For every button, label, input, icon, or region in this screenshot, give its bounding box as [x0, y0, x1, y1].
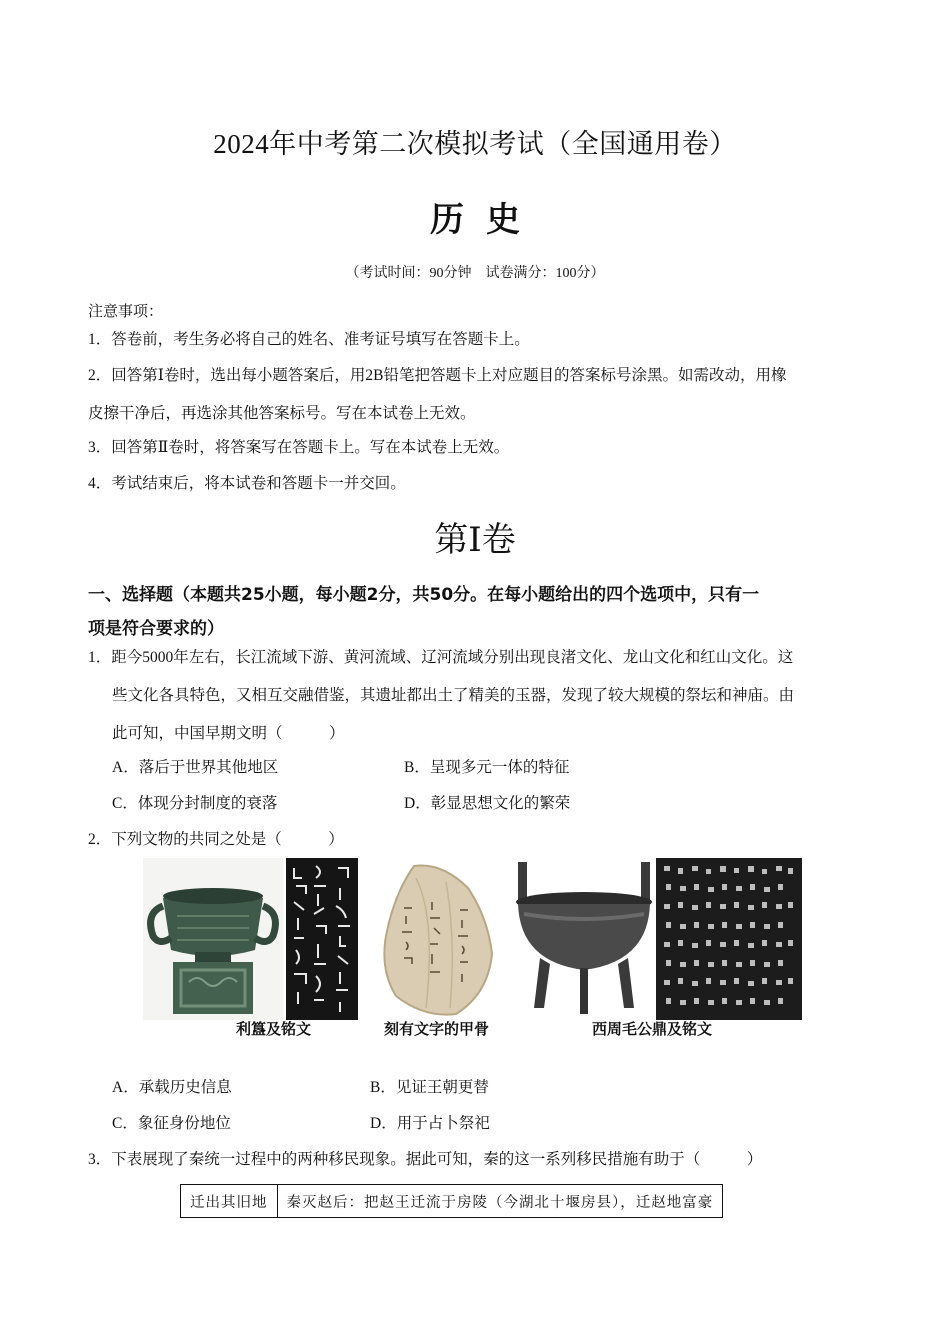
notice-heading: 注意事项：: [88, 302, 164, 320]
migration-table: [180, 1184, 723, 1218]
question-1-option-b: B．呈现多元一体的特征: [404, 759, 570, 776]
notice-item: 3．回答第Ⅱ卷时，将答案写在答题卡上。写在本试卷上无效。: [88, 439, 510, 456]
li-gui-inscription-image: [286, 858, 358, 1020]
question-2-option-d: D．用于占卜祭祀: [370, 1115, 490, 1132]
volume-title: 第Ⅰ卷: [434, 522, 516, 559]
notice-item: 4．考试结束后，将本试卷和答题卡一并交回。: [88, 475, 406, 492]
section-heading-cont: 项是符合要求的）: [88, 619, 224, 639]
question-1-stem-cont: 些文化各具特色，又相互交融借鉴，其遗址都出土了精美的玉器，发现了较大规模的祭坛和神庙。由: [112, 687, 795, 704]
question-3-stem: 3．下表展现了秦统一过程中的两种移民现象。据此可知，秦的这一系列移民措施有助于（ ）: [88, 1151, 763, 1168]
subject-title: 历史: [430, 202, 542, 239]
image-caption-mao-gong-ding: 西周毛公鼎及铭文: [592, 1020, 713, 1038]
question-2-stem: 2．下列文物的共同之处是（ ）: [88, 831, 344, 848]
image-caption-oracle-bone: 刻有文字的甲骨: [384, 1020, 490, 1038]
question-1-stem-cont: 此可知，中国早期文明（ ）: [112, 725, 345, 742]
table-row: [181, 1185, 723, 1218]
notice-item: 1．答卷前，考生务必将自己的姓名、准考证号填写在答题卡上。: [88, 331, 530, 348]
table-cell-label: 迁出其旧地: [181, 1185, 278, 1218]
notice-item: 皮擦干净后，再选涂其他答案标号。写在本试卷上无效。: [88, 405, 476, 422]
table-cell-content: 秦灭赵后：把赵王迁流于房陵（今湖北十堰房县），迁赵地富豪: [277, 1185, 723, 1218]
question-1-stem: 1．距今5000年左右，长江流域下游、黄河流域、辽河流域分别出现良渚文化、龙山文化和红山文化。这: [88, 649, 794, 666]
question-2-option-c: C．象征身份地位: [112, 1115, 231, 1132]
question-1-option-c: C．体现分封制度的衰落: [112, 795, 278, 812]
exam-title: 2024年中考第二次模拟考试（全国通用卷）: [213, 129, 737, 159]
exam-time-info: （考试时间：90分钟 试卷满分：100分）: [345, 266, 605, 281]
li-gui-bronze-image: [143, 858, 283, 1020]
image-caption-li-gui: 利簋及铭文: [236, 1020, 312, 1038]
question-1-option-a: A．落后于世界其他地区: [112, 759, 279, 776]
section-heading: 一、选择题（本题共25小题，每小题2分，共50分。在每小题给出的四个选项中，只有一: [88, 585, 760, 605]
oracle-bone-image: [376, 858, 498, 1020]
mao-gong-ding-image: [510, 858, 658, 1020]
question-1-option-d: D．彰显思想文化的繁荣: [404, 795, 571, 812]
question-2-option-b: B．见证王朝更替: [370, 1079, 489, 1096]
mao-gong-ding-inscription-image: [656, 858, 802, 1020]
notice-item: 2．回答第Ⅰ卷时，选出每小题答案后，用2B铅笔把答题卡上对应题目的答案标号涂黑。如需改动，用橡: [88, 367, 787, 384]
question-2-option-a: A．承载历史信息: [112, 1079, 232, 1096]
